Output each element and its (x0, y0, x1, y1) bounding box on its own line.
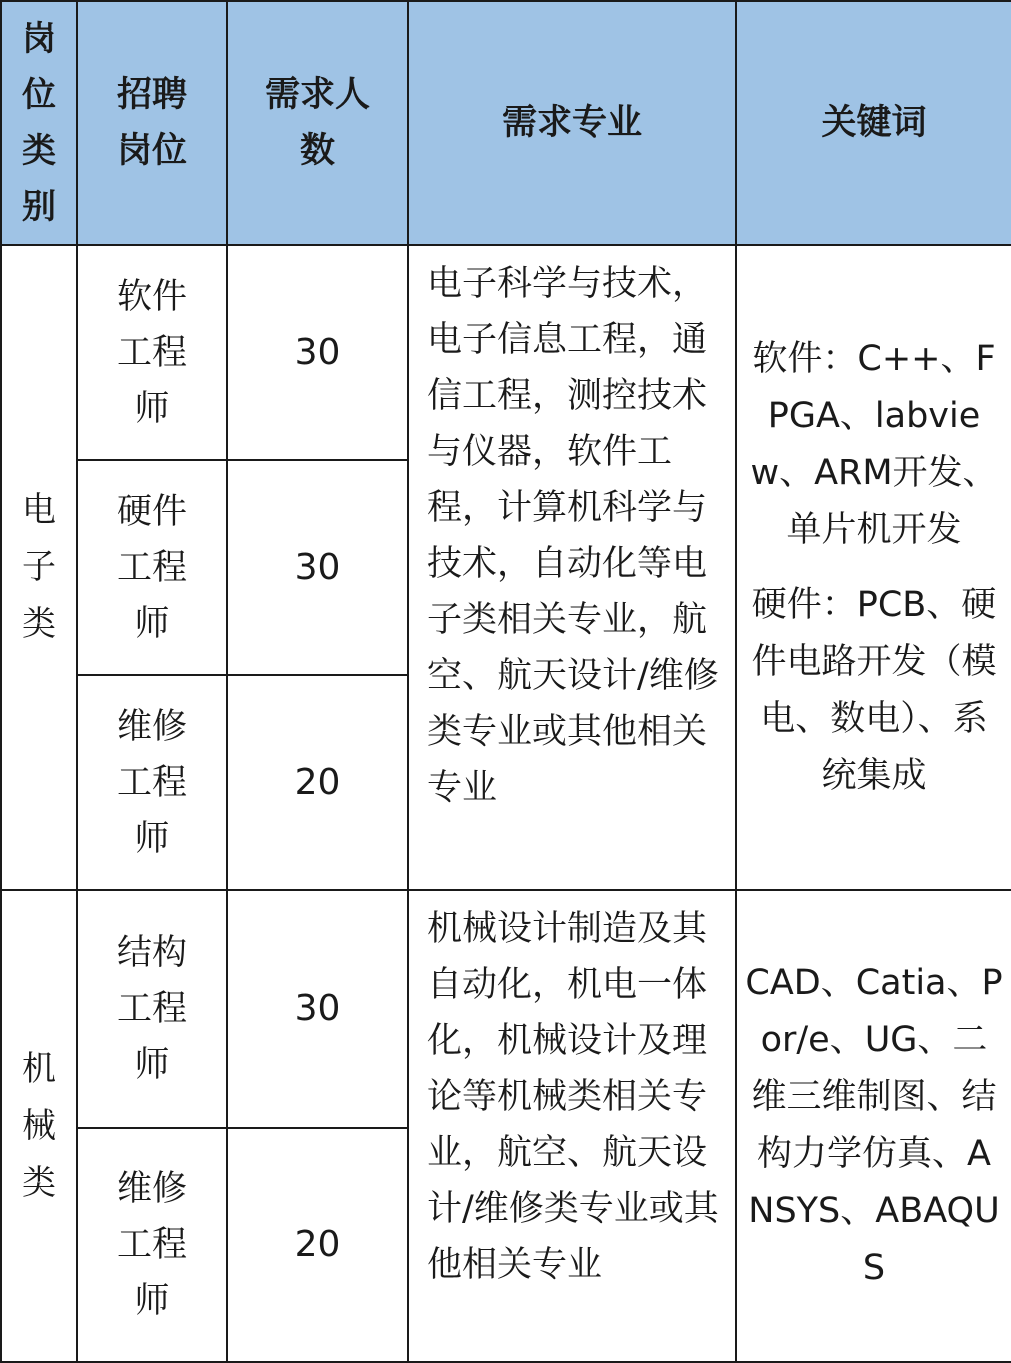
header-major: 需求专业 (408, 1, 736, 245)
header-row (1, 1, 1011, 245)
major-cell-electronics: 电子科学与技术，电子信息工程，通信工程，测控技术与仪器，软件工程，计算机科学与技术，自动化等电子类相关专业，航空、航天设计/维修类专业或其他相关专业 (408, 245, 736, 890)
count-cell: 30 (227, 890, 408, 1128)
header-keywords: 关键词 (736, 1, 1011, 245)
position-cell: 硬件工程师 (77, 460, 227, 675)
position-cell: 维修工程师 (77, 675, 227, 890)
position-cell: 维修工程师 (77, 1128, 227, 1362)
keywords-software: 软件：C++、FPGA、labview、ARM开发、单片机开发 (750, 338, 998, 550)
count-cell: 30 (227, 460, 408, 675)
header-category: 岗位类别 (1, 1, 77, 245)
count-cell: 20 (227, 1128, 408, 1362)
keywords-cell-mechanical: CAD、Catia、Por/e、UG、二维三维制图、结构力学仿真、ANSYS、ABAQUS (736, 890, 1011, 1362)
keywords-hardware: 硬件：PCB、硬件电路开发（模电、数电）、系统集成 (751, 584, 997, 796)
position-cell: 软件工程师 (77, 245, 227, 460)
table-row (1, 245, 1011, 460)
major-cell-mechanical: 机械设计制造及其自动化，机电一体化，机械设计及理论等机械类相关专业，航空、航天设计/维修类专业或其他相关专业 (408, 890, 736, 1362)
count-cell: 20 (227, 675, 408, 890)
count-cell: 30 (227, 245, 408, 460)
category-cell-mechanical: 机械类 (1, 890, 77, 1362)
table-row (1, 890, 1011, 1128)
position-cell: 结构工程师 (77, 890, 227, 1128)
header-position: 招聘岗位 (77, 1, 227, 245)
keywords-cell-electronics (736, 245, 1011, 890)
category-cell-electronics: 电子类 (1, 245, 77, 890)
header-count: 需求人数 (227, 1, 408, 245)
